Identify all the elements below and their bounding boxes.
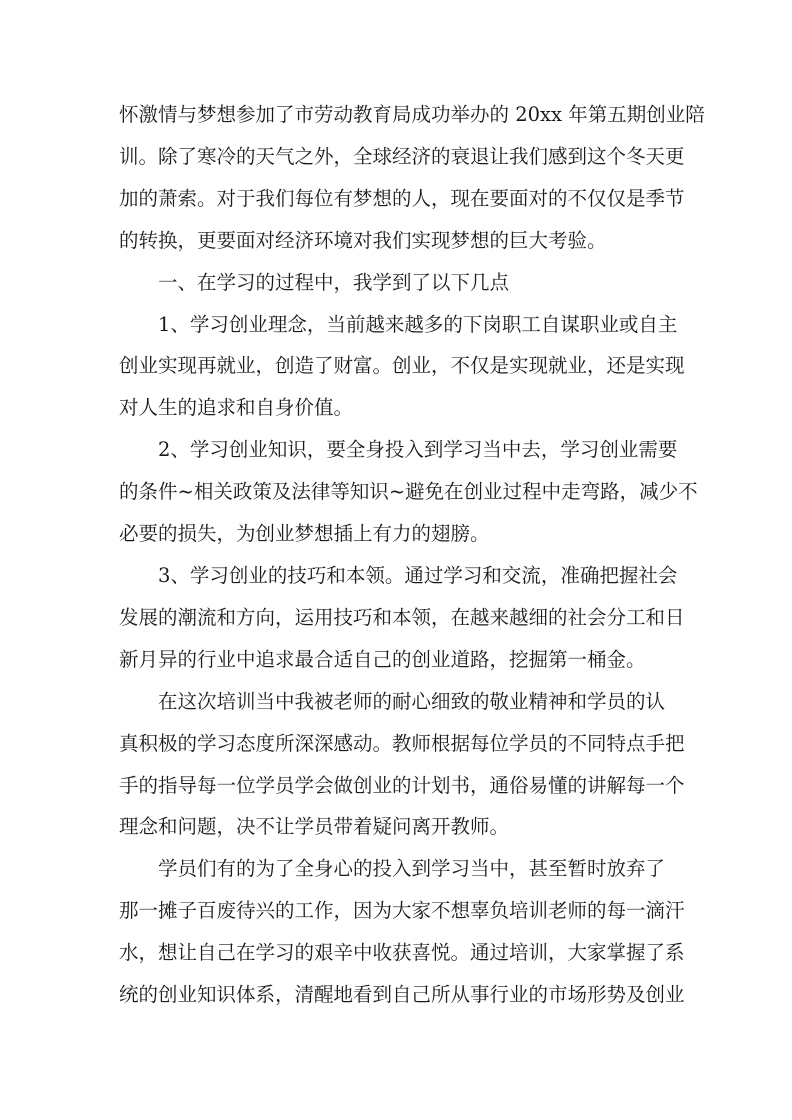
paragraph-line: 对人生的追求和自身价值。	[119, 396, 354, 419]
paragraph-line: 学员们有的为了全身心的投入到学习当中，甚至暂时放弃了	[158, 857, 666, 880]
paragraph-line: 的转换，更要面对经济环境对我们实现梦想的巨大考验。	[119, 229, 607, 252]
paragraph-line: 怀激情与梦想参加了市劳动教育局成功举办的 20xx 年第五期创业陪	[119, 103, 705, 126]
paragraph-line: 水，想让自己在学习的艰辛中收获喜悦。通过培训，大家掌握了系	[119, 941, 685, 964]
paragraph-line: 在这次培训当中我被老师的耐心细致的敬业精神和学员的认	[158, 690, 666, 713]
paragraph-line: 发展的潮流和方向，运用技巧和本领，在越来越细的社会分工和日	[119, 606, 685, 629]
paragraph-line: 训。除了寒冷的天气之外，全球经济的衰退让我们感到这个冬天更	[119, 145, 685, 168]
paragraph-line: 真积极的学习态度所深深感动。教师根据每位学员的不同特点手把	[119, 732, 685, 755]
paragraph-line: 手的指导每一位学员学会做创业的计划书，通俗易懂的讲解每一个	[119, 774, 685, 797]
paragraph-line: 理念和问题，决不让学员带着疑问离开教师。	[119, 815, 510, 838]
paragraph-line: 创业实现再就业，创造了财富。创业，不仅是实现就业，还是实现	[119, 354, 685, 377]
paragraph-line: 那一摊子百废待兴的工作，因为大家不想辜负培训老师的每一滴汗	[119, 899, 685, 922]
paragraph-line: 2、学习创业知识，要全身投入到学习当中去，学习创业需要	[158, 438, 678, 461]
paragraph-line: 3、学习创业的技巧和本领。通过学习和交流，准确把握社会	[158, 564, 678, 587]
paragraph-line: 统的创业知识体系，清醒地看到自己所从事行业的市场形势及创业	[119, 983, 685, 1006]
section-heading: 一、在学习的过程中，我学到了以下几点	[158, 271, 510, 294]
paragraph-line: 必要的损失，为创业梦想插上有力的翅膀。	[119, 522, 490, 545]
paragraph-line: 的条件~相关政策及法律等知识~避免在创业过程中走弯路，减少不	[119, 480, 698, 503]
paragraph-line: 加的萧索。对于我们每位有梦想的人，现在要面对的不仅仅是季节	[119, 187, 685, 210]
paragraph-line: 1、学习创业理念，当前越来越多的下岗职工自谋职业或自主	[158, 313, 678, 336]
paragraph-line: 新月异的行业中追求最合适自己的创业道路，挖掘第一桶金。	[119, 648, 646, 671]
